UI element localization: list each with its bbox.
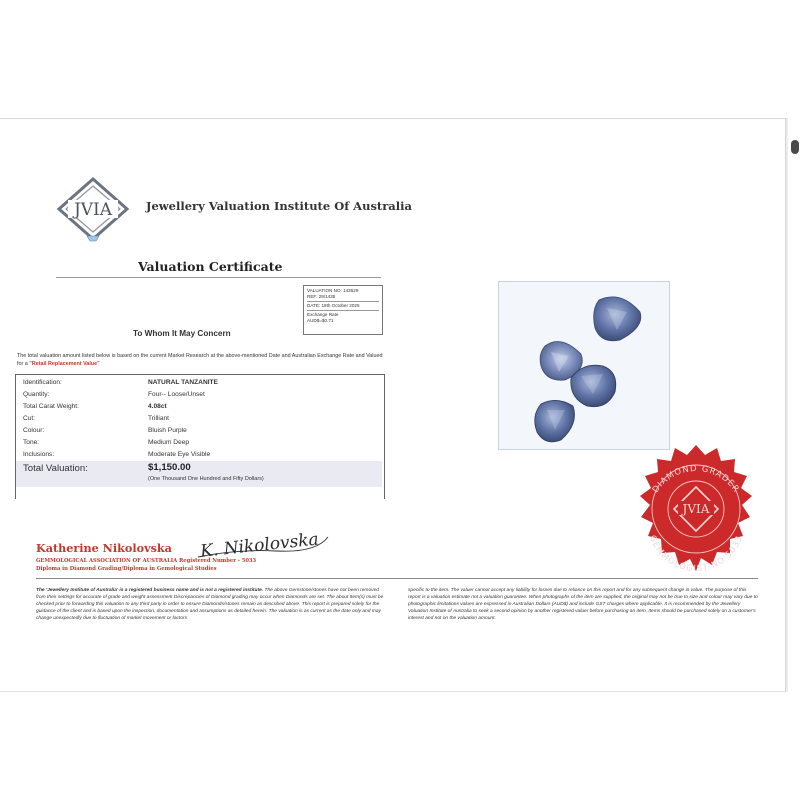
spec-value: Moderate Eye Visible — [148, 451, 211, 458]
svg-text:K. Nikolovska: K. Nikolovska — [199, 529, 320, 562]
retail-value-highlight: "Retail Replacement Value" — [29, 360, 100, 367]
spec-label: Cut: — [23, 415, 36, 422]
total-valuation-words: (One Thousand One Hundred and Fifty Dollars) — [148, 476, 264, 482]
total-valuation-label: Total Valuation: — [23, 463, 88, 474]
disclaimer-left — [36, 587, 388, 622]
spec-row-inclusions — [23, 451, 211, 458]
spec-label: Total Carat Weight: — [23, 403, 79, 410]
disclaimer-left-text: The above Gemstone/stones have not been removed from their settings for accurate of grade and weight assessment Discrepancies of Diamond grading may occur when Diamonds are set. The about Item(s) must be checked prior to forwarding this valuation to any third party in order to ensure Diamonds/stones remain as described above. This report is prepared solely for the guidance of the client and is based upon the inspection, documentation and assumptions as detailed herein. The valuation is as current as the date only and may change unexpectedly due to fluctuation of market movement or factors — [36, 588, 384, 622]
spec-label: Colour: — [23, 427, 45, 434]
spec-value: Trilliant — [148, 415, 170, 422]
gemmological-registration: GEMMOLOGICAL ASSOCIATION OF AUSTRALIA Registered Number - 5033 — [36, 558, 257, 564]
intro-text: The total valuation amount listed below is based on the current Market Research at the above-mentioned Date and Australian Exchange Rate and Valued for a — [17, 353, 383, 367]
reference-number: REF: 29/1435 — [307, 294, 336, 300]
exchange-rate-label: Exchange Rate — [307, 310, 379, 318]
total-valuation-amount: $1,150.00 — [148, 462, 191, 473]
title-divider — [56, 277, 381, 278]
jvia-logo — [54, 176, 132, 246]
disclaimer-right: specific to the item. The valuer cannot accept any liability for losses due to reliance on this report and for any subsequent change in value. The purpose of this report is a valuation estimate not a valuation guarantee. When photographs of the item are supplied, the original may not be true to size and colour may vary due to photographic limitations values are expressed in Australian Dollars (AUD$) and include GST charges where applicable. It is recommended by the Jewellery Valuation Institute of Australia to seek a second opinion by another registered valuer before purchasing an item. Items should be purchased solely on a customer's interest and not on the valuation amount. — [408, 588, 758, 622]
signatory-name: Katherine Nikolovska — [36, 541, 172, 555]
spec-row-carat-weight — [23, 403, 167, 410]
spec-row-quantity — [23, 391, 205, 398]
spec-label: Inclusions: — [23, 451, 55, 458]
specification-table — [15, 374, 385, 499]
certificate-title: Valuation Certificate — [138, 259, 283, 274]
spec-value: Medium Deep — [148, 439, 190, 446]
svg-text:GEMMOLOGIST NO 5033: GEMMOLOGIST NO 5033 — [646, 533, 746, 575]
spec-label: Identification: — [23, 379, 62, 386]
disclaimer-lead: The 'Jewellery Institute of Australia' is a registered business name and is not a registered institute. — [36, 588, 264, 593]
gemstone-photo — [498, 281, 670, 450]
logo-text: JVIA — [73, 200, 113, 220]
diploma-line: Diploma in Diamond Grading/Diploma in Gemological Studies — [36, 566, 217, 572]
intro-paragraph — [17, 353, 387, 369]
spec-row-identification — [23, 379, 218, 386]
spec-row-tone — [23, 439, 190, 446]
spec-label: Tone: — [23, 439, 40, 446]
reference-box — [303, 285, 383, 335]
scan-edge-mark — [791, 140, 799, 154]
spec-row-cut — [23, 415, 170, 422]
spec-value: 4.08ct — [148, 403, 167, 410]
valuation-number: VALUATION NO: 143529 — [307, 288, 359, 293]
exchange-rate-value: AUD$=$0.71 — [307, 318, 334, 324]
spec-value: Bluish Purple — [148, 427, 187, 434]
seal-center-text: JVIA — [682, 502, 710, 516]
valuation-date: DATE: 18th October 2025 — [307, 301, 379, 309]
spec-value: NATURAL TANZANITE — [148, 379, 218, 386]
diamond-grader-seal — [620, 443, 772, 591]
spec-value: Four-- Loose/Unset — [148, 391, 205, 398]
spec-row-colour — [23, 427, 187, 434]
recipient-line: To Whom It May Concern — [133, 329, 231, 338]
svg-text:DIAMOND GRADER: DIAMOND GRADER — [650, 463, 742, 495]
institute-name: Jewellery Valuation Institute Of Australia — [146, 199, 412, 213]
spec-label: Quantity: — [23, 391, 50, 398]
diamond-icon — [87, 236, 99, 241]
